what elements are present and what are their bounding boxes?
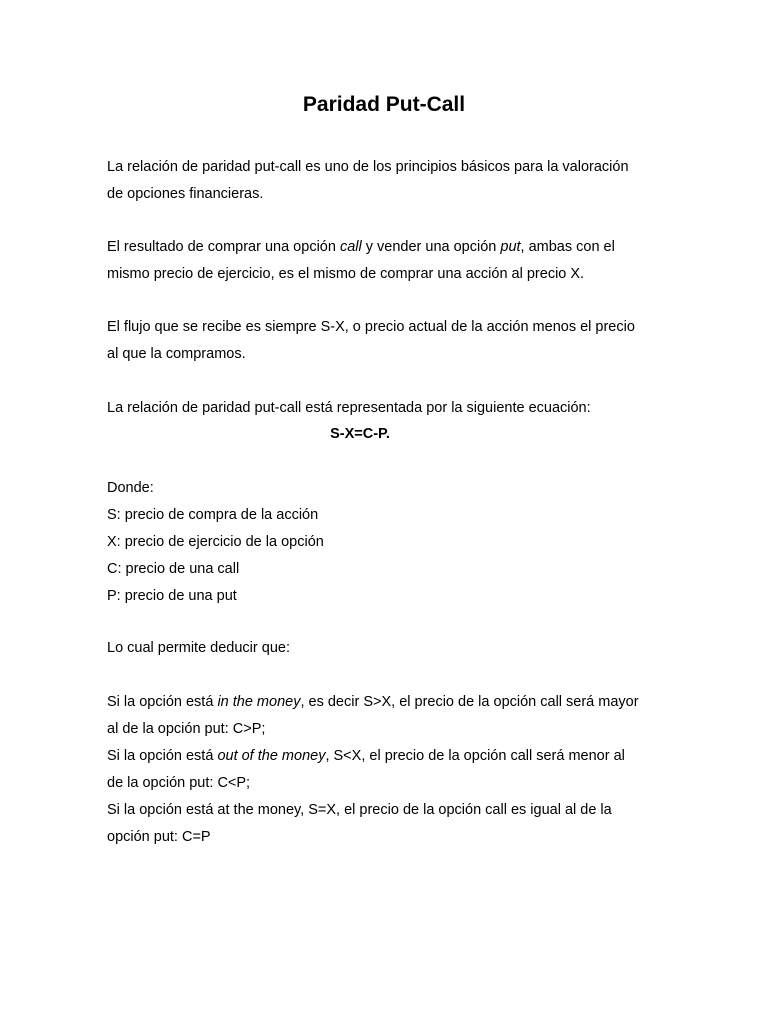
case-otm-line-2: de la opción put: C<P;	[107, 775, 251, 791]
cases-paragraph	[107, 689, 667, 851]
definitions-list	[107, 475, 667, 610]
case-otm-line-1	[107, 743, 667, 770]
definition-item: P: precio de una put	[107, 588, 237, 604]
case-itm-text-1: Si la opción está	[107, 694, 218, 710]
case-atm-line-1: Si la opción está at the money, S=X, el precio de la opción call es igual al de la	[107, 802, 612, 818]
document-title: Paridad Put-Call	[302, 93, 466, 116]
result-text-1: El resultado de comprar una opción	[107, 239, 340, 255]
result-text-2: y vender una opción	[361, 239, 501, 255]
equation-intro	[107, 395, 667, 422]
definitions-heading: Donde:	[107, 480, 154, 496]
definition-item: S: precio de compra de la acción	[107, 507, 319, 523]
flow-paragraph	[107, 314, 667, 368]
equation-intro-line: La relación de paridad put-call está representada por la siguiente ecuación:	[107, 400, 591, 416]
result-line-1	[107, 234, 667, 261]
definition-item: X: precio de ejercicio de la opción	[107, 534, 324, 550]
case-itm-line-1	[107, 689, 667, 716]
result-put-term: put	[500, 239, 521, 255]
definition-item: C: precio de una call	[107, 561, 240, 577]
case-itm-term: in the money	[217, 694, 301, 710]
case-otm-term: out of the money	[217, 748, 326, 764]
result-text-3: , ambas con el	[520, 239, 615, 255]
case-otm-text-1: Si la opción está	[107, 748, 218, 764]
parity-equation: S-X=C-P.	[330, 426, 390, 442]
result-line-2: mismo precio de ejercicio, es el mismo de comprar una acción al precio X.	[107, 266, 585, 282]
result-paragraph	[107, 234, 667, 288]
result-call-term: call	[339, 239, 362, 255]
case-otm-text-2: , S<X, el precio de la opción call será menor al	[325, 748, 625, 764]
intro-line-1: La relación de paridad put-call es uno de los principios básicos para la valoración	[107, 159, 629, 175]
deduce-line: Lo cual permite deducir que:	[107, 640, 290, 656]
deduce-paragraph	[107, 635, 667, 662]
intro-paragraph	[107, 154, 667, 208]
case-atm-line-2: opción put: C=P	[107, 829, 211, 845]
flow-line-1: El flujo que se recibe es siempre S-X, o precio actual de la acción menos el precio	[107, 319, 635, 335]
case-itm-text-2: , es decir S>X, el precio de la opción call será mayor	[300, 694, 639, 710]
flow-line-2: al que la compramos.	[107, 346, 246, 362]
case-itm-line-2: al de la opción put: C>P;	[107, 721, 266, 737]
intro-line-2: de opciones financieras.	[107, 186, 264, 202]
